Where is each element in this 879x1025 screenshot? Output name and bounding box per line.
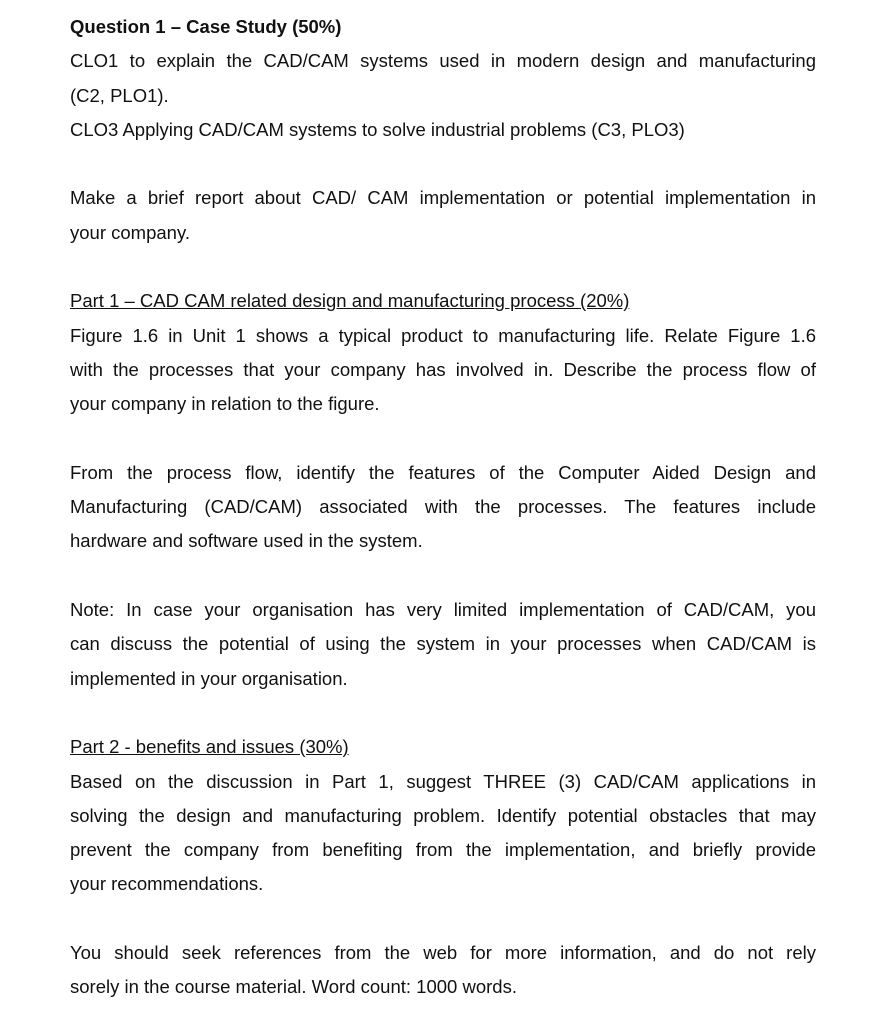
- part2-p1-line3: prevent the company from benefiting from the implementation, and briefly provide: [70, 839, 816, 861]
- closing-line1: You should seek references from the web for more information, and do not rely: [70, 942, 816, 964]
- clo1-line2: (C2, PLO1).: [70, 84, 169, 106]
- clo1-line1: CLO1 to explain the CAD/CAM systems used in modern design and manufacturing: [70, 50, 816, 72]
- part1-p2-line1: From the process flow, identify the features of the Computer Aided Design and: [70, 461, 816, 483]
- part2-heading: Part 2 - benefits and issues (30%): [70, 736, 349, 758]
- spacer: [70, 696, 816, 730]
- spacer: [70, 422, 816, 456]
- part1-p1-line3: your company in relation to the figure.: [70, 393, 380, 415]
- part2-p1-line1: Based on the discussion in Part 1, suggest THREE (3) CAD/CAM applications in: [70, 770, 816, 792]
- spacer: [70, 559, 816, 593]
- intro-line2: your company.: [70, 221, 190, 243]
- part1-p1-line1: Figure 1.6 in Unit 1 shows a typical product to manufacturing life. Relate Figure 1.6: [70, 324, 816, 346]
- spacer: [70, 147, 816, 181]
- intro-line1: Make a brief report about CAD/ CAM implementation or potential implementation in: [70, 187, 816, 209]
- part1-note-line1: Note: In case your organisation has very limited implementation of CAD/CAM, you: [70, 599, 816, 621]
- document-page: [70, 10, 816, 1005]
- part2-p1-line4: your recommendations.: [70, 873, 264, 895]
- part1-heading: Part 1 – CAD CAM related design and manufacturing process (20%): [70, 290, 630, 312]
- clo3-line: CLO3 Applying CAD/CAM systems to solve industrial problems (C3, PLO3): [70, 118, 685, 140]
- closing-line2: sorely in the course material. Word count: 1000 words.: [70, 976, 517, 998]
- spacer: [70, 250, 816, 284]
- part1-p2-line2: Manufacturing (CAD/CAM) associated with the processes. The features include: [70, 496, 816, 518]
- part2-p1-line2: solving the design and manufacturing problem. Identify potential obstacles that may: [70, 804, 816, 826]
- part1-note-line3: implemented in your organisation.: [70, 667, 348, 689]
- part1-p1-line2: with the processes that your company has involved in. Describe the process flow of: [70, 358, 816, 380]
- part1-note-line2: can discuss the potential of using the system in your processes when CAD/CAM is: [70, 633, 816, 655]
- question-heading: Question 1 – Case Study (50%): [70, 16, 342, 37]
- spacer: [70, 902, 816, 936]
- part1-p2-line3: hardware and software used in the system.: [70, 530, 423, 552]
